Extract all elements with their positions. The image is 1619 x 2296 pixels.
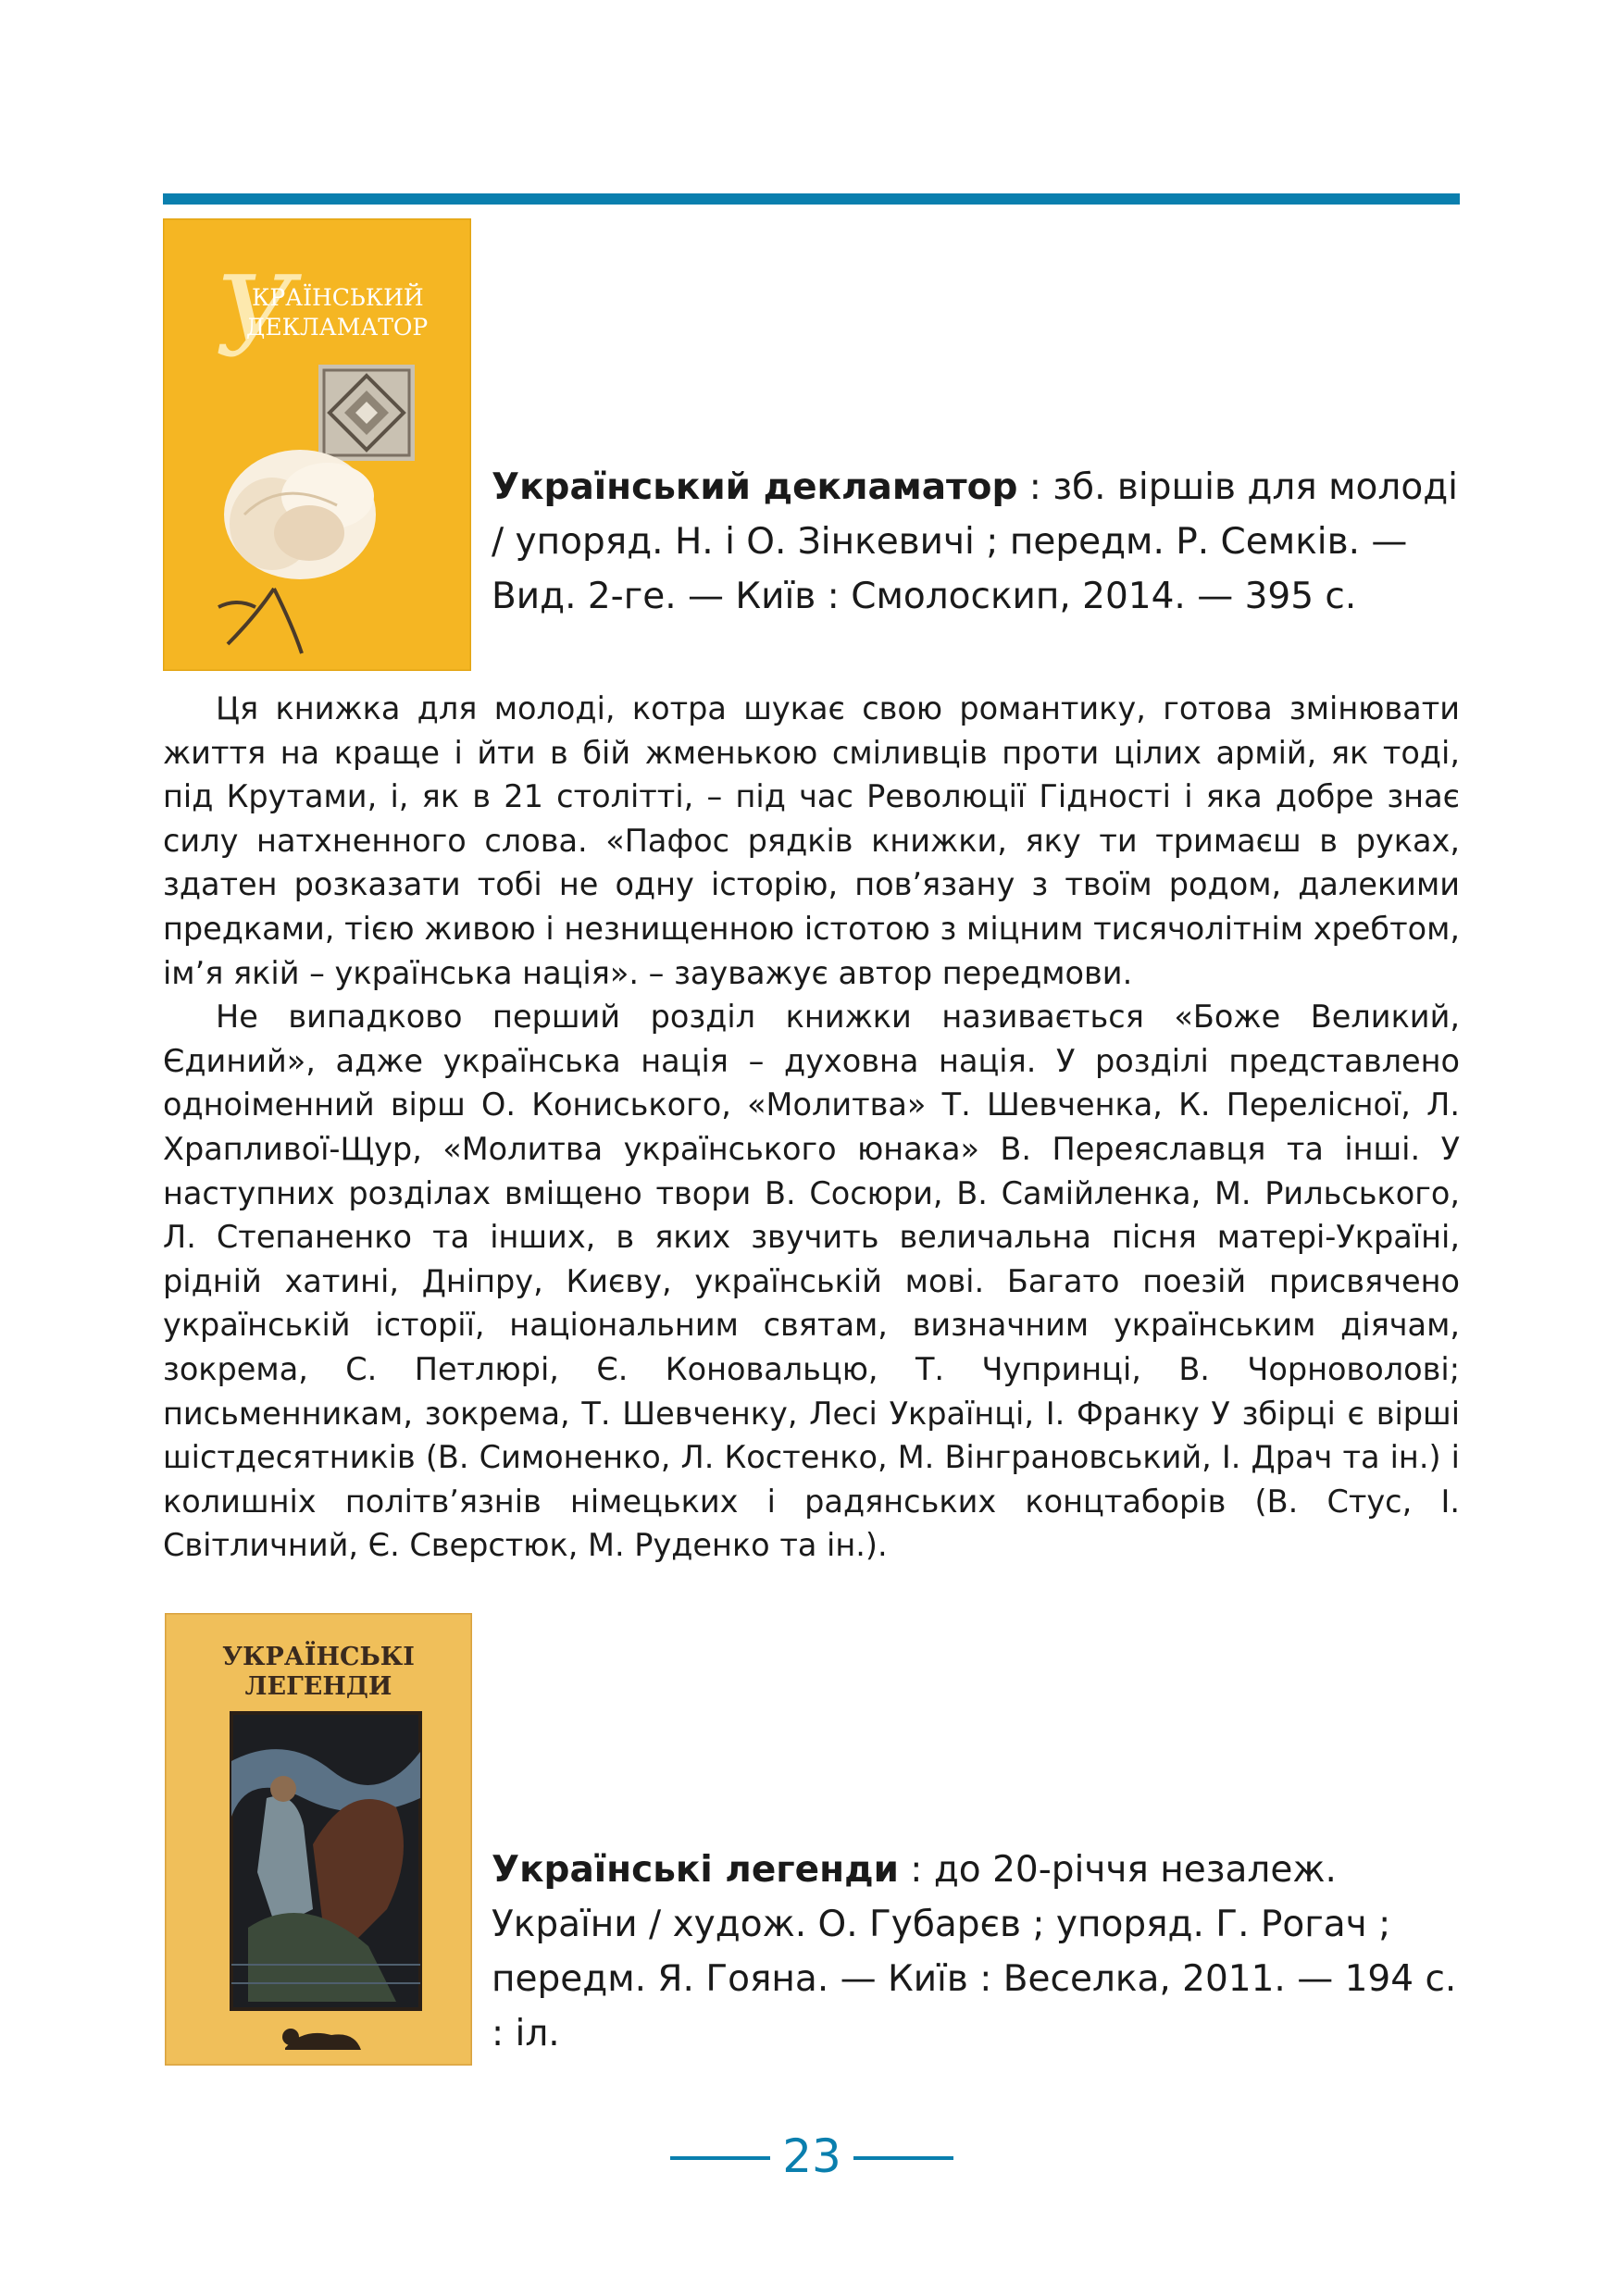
page-footer xyxy=(670,2130,953,2182)
page-number-rule-left xyxy=(670,2156,770,2160)
abstract-paragraph: Не випадково перший розділ книжки називається «Боже Великий, Єдиний», адже українська нація – духовна нація. У розділі представлено одноіменний вірш О. Кониського, «Молитва» Т. Шевченка, К. Перелісної, Л. Храпливої-Щур, «Молитва українського юнака» В. Переяславця та інші. У наступних розділах вміщено твори В. Сосюри, В. Самійленка, М. Рильського, Л. Степаненко та інших, в яких звучить величальна пісня матері-Україні, рідній хатині, Дніпру, Києву, українській мові. Багато поезій присвячено українській історії, національним святам, визначним українським діячам, зокрема, С. Петлюрі, Є. Коновальцю, Т. Чупринці, В. Чорноволові; письменникам, зокрема, Т. Шевченку, Лесі Українці, І. Франку У збірці є вірші шістдесятників (В. Симоненко, Л. Костенко, М. Вінграновський, І. Драч та ін.) і колишніх політв’язнів німецьких і радянських концтаборів (В. Стус, І. Світличний, Є. Сверстюк, М. Руденко та ін.). xyxy=(163,999,1460,1564)
page-number: 23 xyxy=(782,2129,841,2183)
book-details: : зб. віршів для молоді / упоряд. Н. і О. Зінкевичі ; передм. Р. Семків. — Вид. 2-ге. — Київ : Смолоскип, 2014. — 395 с. xyxy=(492,466,1459,617)
cover1-title-line1: КРАЇНСЬКИЙ xyxy=(252,284,424,311)
book-title: Український декламатор xyxy=(492,466,1018,508)
book-entry-1 xyxy=(492,460,1463,624)
cover2-title-line2: ЛЕГЕНДИ xyxy=(244,1672,392,1701)
book-abstract xyxy=(163,687,1460,1568)
book-entry-2 xyxy=(492,1843,1463,2061)
book-cover-ukrainski-lehendy xyxy=(165,1613,472,2066)
book-details: : до 20-річчя незалеж. України / худож. О. Губарєв ; упоряд. Г. Рогач ; передм. Я. Гояна. — Київ : Веселка, 2011. — 194 с. : іл. xyxy=(492,1849,1457,2054)
book-title: Українські легенди xyxy=(492,1849,899,1891)
abstract-paragraph: Ця книжка для молоді, котра шукає свою романтику, готова змінювати життя на краще і йти в бій жменькою сміливців проти цілих армій, як тоді, під Крутами, і, як в 21 столітті, – під час Революції Гідності і яка добре знає силу натхненного слова. «Пафос рядків книжки, яку ти тримаєш в руках, здатен розказати тобі не одну історію, пов’язану з твоїм родом, далекими предками, тією живою і незнищенною істотою з міцним тисячолітнім хребтом, ім’я якій – українська нація». – зауважує автор передмови. xyxy=(163,690,1460,991)
top-rule xyxy=(163,193,1460,205)
svg-text:У: У xyxy=(215,254,295,382)
cover1-title-line2: ДЕКЛАМАТОР xyxy=(246,314,429,341)
book-cover-ukrainskyi-deklamator xyxy=(163,218,471,671)
page-number-rule-right xyxy=(853,2156,953,2160)
cover2-title-line1: УКРАЇНСЬКІ xyxy=(222,1643,415,1671)
